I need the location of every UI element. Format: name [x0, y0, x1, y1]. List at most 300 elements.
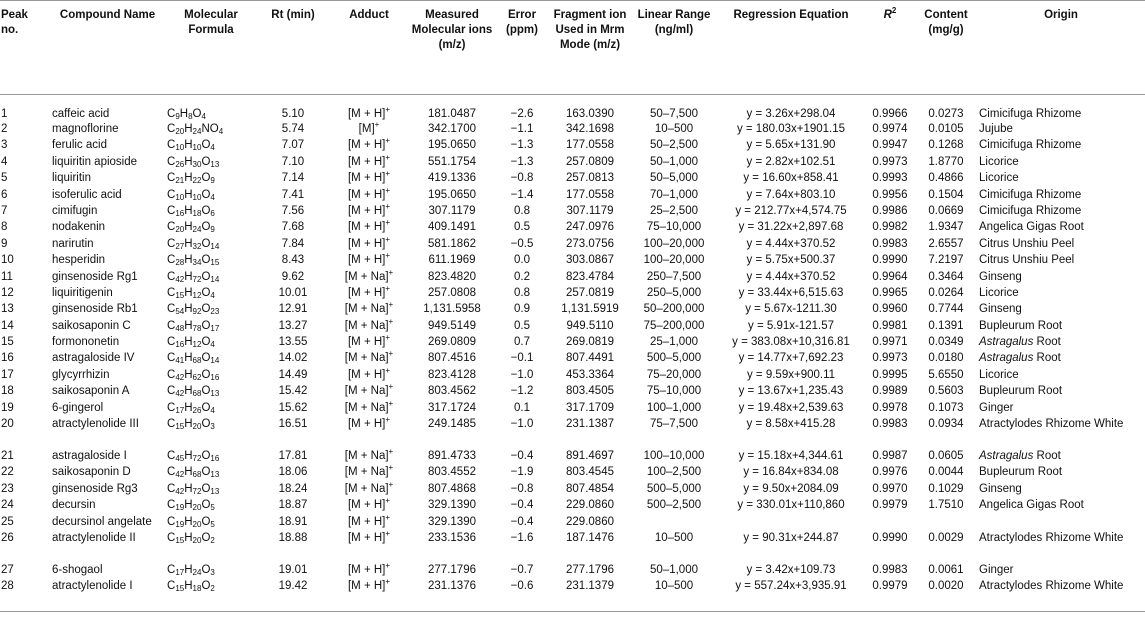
- cell-measured-ion: 181.0487: [428, 108, 476, 120]
- table-row: [0, 465, 1145, 481]
- cell-measured-ion: 891.4733: [428, 450, 476, 463]
- cell-r2: 0.9964: [872, 270, 908, 283]
- cell-formula: $C_{17}H_{26}O_4$: [167, 401, 215, 415]
- cell-compound-name: ginsenoside Rb1: [52, 303, 138, 316]
- cell-formula: $C_{16}H_{12}O_4$: [167, 336, 215, 350]
- header-adduct: Adduct: [349, 9, 389, 21]
- cell-measured-ion: 1,131.5958: [423, 303, 481, 316]
- cell-fragment-ion: 231.1387: [566, 418, 614, 431]
- cell-peak-no: 27: [1, 563, 14, 576]
- cell-adduct: [M + H]+: [347, 136, 391, 152]
- cell-linear-range: 100–2,500: [646, 466, 702, 479]
- cell-rt: 5.10: [281, 108, 305, 120]
- cell-content: 0.1504: [928, 188, 964, 201]
- cell-measured-ion: 807.4516: [428, 352, 476, 365]
- cell-fragment-ion: 257.0819: [566, 286, 614, 299]
- cell-regression-equation: y = 5.91x-121.57: [748, 319, 834, 332]
- cell-peak-no: 15: [1, 336, 14, 349]
- cell-content: 0.0029: [928, 531, 964, 544]
- cell-measured-ion: 195.0650: [428, 139, 476, 152]
- cell-rt: 10.01: [278, 286, 308, 299]
- cell-adduct: [M + Na]+: [344, 479, 394, 495]
- cell-origin: Ginger: [979, 401, 1014, 414]
- cell-regression-equation: y = 557.24x+3,935.91: [735, 580, 847, 593]
- cell-measured-ion: 329.1390: [428, 515, 476, 528]
- cell-peak-no: 21: [1, 450, 14, 463]
- cell-fragment-ion: 273.0756: [566, 237, 614, 250]
- cell-adduct: [M + H]+: [347, 496, 391, 512]
- origin-genus: Astragalus: [979, 336, 1034, 349]
- cell-formula: $C_{48}H_{78}O_{17}$: [167, 319, 220, 333]
- cell-measured-ion: 807.4868: [428, 482, 476, 495]
- cell-error: −0.8: [510, 482, 534, 495]
- cell-rt: 15.62: [278, 401, 308, 414]
- cell-content: 0.4866: [928, 172, 964, 185]
- cell-origin: Atractylodes Rhizome White: [979, 418, 1124, 431]
- cell-origin: Ginseng: [979, 482, 1022, 495]
- cell-r2: 0.9995: [872, 368, 908, 381]
- cell-adduct: [M + H]+: [347, 333, 391, 349]
- cell-measured-ion: 317.1724: [428, 401, 476, 414]
- header-rt: Rt (min): [271, 9, 315, 21]
- cell-formula: $C_{42}H_{68}O_{13}$: [167, 466, 220, 480]
- table-row: [0, 302, 1145, 318]
- cell-measured-ion: 269.0809: [428, 336, 476, 349]
- cell-formula: $C_{20}H_{24}NO_4$: [167, 123, 224, 136]
- cell-fragment-ion: 163.0390: [566, 108, 614, 120]
- cell-compound-name: atractylenolide III: [52, 418, 139, 431]
- cell-origin: [977, 449, 1145, 465]
- cell-measured-ion: 249.1485: [428, 418, 476, 431]
- cell-fragment-ion: 342.1698: [566, 123, 614, 135]
- cell-formula: $C_{15}H_{20}O_3$: [167, 418, 215, 432]
- cell-origin: Licorice: [979, 155, 1019, 168]
- cell-error: 0.8: [514, 204, 530, 217]
- cell-formula: $C_{15}H_{20}O_2$: [167, 531, 215, 545]
- cell-linear-range: 50–2,500: [650, 139, 698, 152]
- cell-formula: $C_{42}H_{72}O_{13}$: [167, 482, 220, 496]
- cell-content: 0.0105: [928, 123, 964, 135]
- cell-linear-range: 100–20,000: [643, 254, 705, 267]
- cell-adduct: [M + Na]+: [344, 267, 394, 283]
- table-row: [0, 515, 1145, 531]
- header-fragment-ion: Fragment ion Used in Mrm Mode (m/z): [553, 9, 627, 51]
- table-row: [0, 401, 1145, 417]
- cell-content: 0.1029: [928, 482, 964, 495]
- cell-fragment-ion: 823.4784: [566, 270, 614, 283]
- cell-adduct: [M + H]+: [347, 251, 391, 267]
- cell-error: −0.4: [510, 450, 534, 463]
- cell-error: −2.6: [510, 108, 534, 120]
- cell-r2: 0.9974: [872, 123, 908, 135]
- cell-linear-range: 50–1,000: [650, 563, 698, 576]
- header-r2: $R^2$: [883, 6, 897, 21]
- cell-fragment-ion: 453.3364: [566, 368, 614, 381]
- cell-r2: 0.9983: [872, 563, 908, 576]
- cell-rt: 18.91: [278, 515, 308, 528]
- cell-regression-equation: y = 3.42x+109.73: [746, 563, 836, 576]
- header-peak: Peak no.: [1, 9, 28, 36]
- cell-regression-equation: y = 383.08x+10,316.81: [732, 336, 850, 349]
- cell-regression-equation: y = 31.22x+2,897.68: [738, 221, 844, 234]
- cell-rt: 18.06: [278, 466, 308, 479]
- cell-content: 1.8770: [928, 155, 964, 168]
- header-measured-ions: Measured Molecular ions (m/z): [411, 9, 493, 51]
- cell-error: −0.7: [510, 563, 534, 576]
- cell-linear-range: 10–500: [654, 123, 694, 135]
- cell-error: −0.8: [510, 172, 534, 185]
- table-row: [0, 531, 1145, 563]
- cell-formula: $C_{17}H_{24}O_3$: [167, 563, 215, 577]
- cell-peak-no: 13: [1, 303, 14, 316]
- cell-fragment-ion: 257.0813: [566, 172, 614, 185]
- cell-rt: 7.41: [281, 188, 305, 201]
- cell-peak-no: 3: [1, 139, 8, 152]
- cell-r2: 0.9973: [872, 352, 908, 365]
- cell-origin: Angelica Gigas Root: [979, 499, 1084, 512]
- cell-linear-range: 75–20,000: [646, 368, 702, 381]
- cell-content: 0.0934: [928, 418, 964, 431]
- cell-error: −1.9: [510, 466, 534, 479]
- cell-content: 0.0669: [928, 204, 964, 217]
- cell-r2: 0.9976: [872, 466, 908, 479]
- header-compound-name: Compound Name: [59, 9, 156, 21]
- cell-compound-name: astragaloside IV: [52, 352, 135, 365]
- cell-adduct: [M + Na]+: [344, 349, 394, 365]
- cell-r2: 0.9966: [872, 108, 908, 120]
- cell-error: 0.1: [514, 401, 530, 414]
- cell-rt: 13.55: [278, 336, 308, 349]
- header-content: Content (mg/g): [924, 9, 968, 36]
- cell-measured-ion: 803.4562: [428, 385, 476, 398]
- cell-compound-name: glycyrrhizin: [52, 368, 110, 381]
- table-row: [0, 563, 1145, 579]
- cell-formula: $C_{15}H_{18}O_2$: [167, 580, 215, 594]
- cell-origin: Citrus Unshiu Peel: [979, 254, 1075, 267]
- cell-content: 0.5603: [928, 385, 964, 398]
- cell-rt: 18.88: [278, 531, 308, 544]
- cell-measured-ion: 329.1390: [428, 499, 476, 512]
- header-origin: Origin: [1044, 9, 1078, 21]
- cell-regression-equation: y = 33.44x+6,515.63: [738, 286, 844, 299]
- table-row: [0, 319, 1145, 335]
- cell-formula: $C_{26}H_{30}O_{13}$: [167, 155, 220, 169]
- cell-formula: $C_{10}H_{10}O_4$: [167, 139, 215, 153]
- cell-regression-equation: y = 16.84x+834.08: [743, 466, 839, 479]
- cell-peak-no: 10: [1, 254, 14, 267]
- cell-compound-name: ginsenoside Rg3: [52, 482, 138, 495]
- cell-content: 0.0061: [928, 563, 964, 576]
- cell-error: −1.6: [510, 531, 534, 544]
- header-molecular-formula: Molecular Formula: [184, 9, 238, 36]
- table-row: [0, 351, 1145, 367]
- cell-regression-equation: y = 330.01x+110,860: [737, 499, 845, 512]
- cell-r2: 0.9970: [872, 482, 908, 495]
- cell-adduct: [M + Na]+: [344, 447, 394, 463]
- cell-content: 0.1268: [928, 139, 964, 152]
- cell-content: 0.0273: [928, 108, 964, 120]
- cell-compound-name: formononetin: [52, 336, 120, 349]
- cell-rt: 14.02: [278, 352, 308, 365]
- cell-rt: 19.01: [278, 563, 308, 576]
- cell-origin: Jujube: [979, 123, 1013, 135]
- cell-content: 0.0349: [928, 336, 964, 349]
- cell-fragment-ion: 891.4697: [566, 450, 614, 463]
- cell-error: −0.1: [510, 352, 534, 365]
- table-row: [0, 95, 1145, 123]
- cell-fragment-ion: 231.1379: [566, 580, 614, 593]
- cell-regression-equation: y = 8.58x+415.28: [746, 418, 836, 431]
- cell-fragment-ion: 949.5110: [566, 319, 614, 332]
- table-row: [0, 384, 1145, 400]
- cell-adduct: [M + H]+: [347, 283, 391, 299]
- cell-adduct: [M + H]+: [347, 512, 391, 528]
- origin-rest: Root: [1033, 336, 1061, 349]
- cell-formula: $C_{42}H_{62}O_{16}$: [167, 368, 220, 382]
- cell-measured-ion: 307.1179: [428, 204, 476, 217]
- cell-formula: $C_{42}H_{72}O_{14}$: [167, 270, 220, 284]
- cell-error: −0.4: [510, 515, 534, 528]
- cell-adduct: [M + H]+: [347, 415, 391, 431]
- cell-r2: 0.9979: [872, 580, 908, 593]
- cell-measured-ion: 803.4552: [428, 466, 476, 479]
- cell-measured-ion: 551.1754: [428, 155, 476, 168]
- cell-peak-no: 2: [1, 123, 8, 135]
- cell-linear-range: 10–500: [654, 531, 694, 544]
- cell-r2: 0.9973: [872, 155, 908, 168]
- cell-linear-range: 100–1,000: [646, 401, 702, 414]
- cell-linear-range: 75–200,000: [643, 319, 705, 332]
- cell-origin: Cimicifuga Rhizome: [979, 139, 1082, 152]
- cell-compound-name: nodakenin: [52, 221, 106, 234]
- origin-genus: Astragalus: [979, 352, 1034, 365]
- cell-error: −0.4: [510, 499, 534, 512]
- cell-peak-no: 8: [1, 221, 8, 234]
- cell-content: 0.0044: [928, 466, 964, 479]
- cell-formula: $C_{19}H_{20}O_5$: [167, 515, 215, 529]
- cell-peak-no: 20: [1, 418, 14, 431]
- cell-origin: Ginseng: [979, 270, 1022, 283]
- cell-adduct: [M + Na]+: [344, 398, 394, 414]
- cell-fragment-ion: 317.1709: [566, 401, 614, 414]
- cell-rt: 19.42: [278, 580, 308, 593]
- cell-error: −0.5: [510, 237, 534, 250]
- cell-r2: 0.9990: [872, 254, 908, 267]
- cell-r2: 0.9986: [872, 204, 908, 217]
- cell-peak-no: 16: [1, 352, 14, 365]
- table-row: [0, 270, 1145, 286]
- cell-adduct: [M + H]+: [347, 528, 391, 544]
- cell-formula: $C_{28}H_{34}O_{15}$: [167, 254, 220, 268]
- cell-r2: 0.9978: [872, 401, 908, 414]
- cell-regression-equation: y = 5.75x+500.37: [746, 254, 836, 267]
- cell-measured-ion: 949.5149: [428, 319, 476, 332]
- cell-compound-name: saikosaponin C: [52, 319, 131, 332]
- cell-origin: Bupleurum Root: [979, 466, 1063, 479]
- cell-content: 0.0605: [928, 450, 964, 463]
- cell-compound-name: isoferulic acid: [52, 188, 122, 201]
- cell-origin: Ginger: [979, 563, 1014, 576]
- cell-linear-range: 100–20,000: [643, 237, 705, 250]
- cell-formula: $C_9H_8O_4$: [167, 108, 206, 121]
- cell-measured-ion: 823.4128: [428, 368, 476, 381]
- cell-linear-range: 500–2,500: [646, 499, 702, 512]
- cell-fragment-ion: 247.0976: [566, 221, 614, 234]
- cell-fragment-ion: 229.0860: [566, 499, 614, 512]
- cell-error: −1.2: [510, 385, 534, 398]
- cell-measured-ion: 257.0808: [428, 286, 476, 299]
- cell-regression-equation: y = 9.50x+2084.09: [743, 482, 839, 495]
- table-row: [0, 188, 1145, 204]
- cell-compound-name: ferulic acid: [52, 139, 107, 152]
- cell-peak-no: 24: [1, 499, 14, 512]
- cell-regression-equation: y = 90.31x+244.87: [743, 531, 839, 544]
- cell-linear-range: 50–1,000: [650, 155, 698, 168]
- cell-rt: 7.10: [281, 155, 305, 168]
- cell-error: −1.1: [510, 123, 534, 135]
- cell-compound-name: astragaloside I: [52, 450, 127, 463]
- cell-measured-ion: 277.1796: [428, 563, 476, 576]
- cell-r2: 0.9947: [872, 139, 908, 152]
- cell-measured-ion: 823.4820: [428, 270, 476, 283]
- cell-peak-no: 9: [1, 237, 8, 250]
- cell-origin: Licorice: [979, 368, 1019, 381]
- table-row: [0, 498, 1145, 514]
- table-row: [0, 253, 1145, 269]
- cell-formula: $C_{16}H_{18}O_6$: [167, 204, 215, 218]
- cell-adduct: [M + H]+: [347, 201, 391, 217]
- cell-measured-ion: 342.1700: [428, 123, 476, 135]
- table-row: [0, 579, 1145, 611]
- cell-origin: Atractylodes Rhizome White: [979, 580, 1124, 593]
- cell-adduct: [M + H]+: [347, 365, 391, 381]
- cell-adduct: [M + Na]+: [344, 382, 394, 398]
- table-row: [0, 237, 1145, 253]
- cell-r2: 0.9982: [872, 221, 908, 234]
- cell-measured-ion: 419.1336: [428, 172, 476, 185]
- cell-rt: 7.84: [281, 237, 305, 250]
- cell-fragment-ion: 803.4505: [566, 385, 614, 398]
- cell-error: −1.0: [510, 368, 534, 381]
- cell-adduct: [M + Na]+: [344, 463, 394, 479]
- cell-peak-no: 19: [1, 401, 14, 414]
- cell-peak-no: 5: [1, 172, 8, 185]
- cell-peak-no: 28: [1, 580, 14, 593]
- cell-content: 0.7744: [928, 303, 964, 316]
- cell-compound-name: cimifugin: [52, 204, 98, 217]
- cell-compound-name: magnoflorine: [52, 123, 119, 135]
- cell-r2: 0.9956: [872, 188, 908, 201]
- cell-regression-equation: y = 2.82x+102.51: [746, 155, 836, 168]
- cell-error: −1.4: [510, 188, 534, 201]
- table-row: [0, 417, 1145, 449]
- cell-adduct: [M + H]+: [347, 105, 391, 120]
- cell-linear-range: 50–200,000: [643, 303, 705, 316]
- cell-r2: [865, 515, 915, 531]
- cell-linear-range: 75–10,000: [646, 385, 702, 398]
- cell-linear-range: 10–500: [654, 580, 694, 593]
- table-row: [0, 155, 1145, 171]
- cell-linear-range: 500–5,000: [646, 352, 702, 365]
- table-row: [0, 482, 1145, 498]
- cell-linear-range: 25–1,000: [650, 336, 698, 349]
- table-header-row: [0, 1, 1145, 95]
- cell-r2: 0.9979: [872, 499, 908, 512]
- cell-peak-no: 23: [1, 482, 14, 495]
- cell-content: 1.7510: [928, 499, 964, 512]
- cell-r2: 0.9981: [872, 319, 908, 332]
- cell-peak-no: 11: [1, 270, 13, 283]
- cell-origin: [977, 515, 1145, 531]
- cell-regression-equation: y = 180.03x+1901.15: [736, 123, 846, 135]
- cell-linear-range: 50–7,500: [650, 108, 698, 120]
- cell-formula: $C_{21}H_{22}O_9$: [167, 172, 215, 186]
- cell-r2: 0.9971: [872, 336, 908, 349]
- cell-adduct: [M + H]+: [347, 152, 391, 168]
- cell-adduct: [M + H]+: [347, 218, 391, 234]
- cell-regression-equation: y = 4.44x+370.52: [746, 270, 836, 283]
- cell-error: −1.0: [510, 418, 534, 431]
- table-body: [0, 95, 1145, 612]
- cell-compound-name: liquiritin apioside: [52, 155, 138, 168]
- cell-fragment-ion: 277.1796: [566, 563, 614, 576]
- cell-origin: [977, 351, 1145, 367]
- cell-r2: 0.9989: [872, 385, 908, 398]
- cell-origin: [977, 335, 1145, 351]
- cell-regression-equation: y = 9.59x+900.11: [746, 368, 836, 381]
- cell-measured-ion: 195.0650: [428, 188, 476, 201]
- cell-regression-equation: y = 3.26x+298.04: [746, 108, 836, 120]
- cell-origin: Atractylodes Rhizome White: [979, 531, 1124, 544]
- cell-rt: 7.14: [281, 172, 305, 185]
- cell-rt: 16.51: [278, 418, 308, 431]
- cell-content: 0.0264: [928, 286, 964, 299]
- cell-origin: Bupleurum Root: [979, 319, 1063, 332]
- cell-content: 0.1073: [928, 401, 964, 414]
- cell-formula: $C_{42}H_{68}O_{13}$: [167, 385, 220, 399]
- cell-origin: Licorice: [979, 286, 1019, 299]
- cell-compound-name: decursin: [52, 499, 96, 512]
- cell-fragment-ion: 807.4854: [566, 482, 614, 495]
- table-row: [0, 171, 1145, 187]
- cell-rt: 15.42: [278, 385, 308, 398]
- cell-content: 7.2197: [928, 254, 964, 267]
- cell-adduct: [M + H]+: [347, 185, 391, 201]
- cell-rt: 5.74: [281, 123, 305, 135]
- cell-linear-range: 100–10,000: [643, 450, 705, 463]
- cell-rt: 7.07: [281, 139, 305, 152]
- cell-fragment-ion: 177.0558: [566, 188, 614, 201]
- cell-linear-range: 75–10,000: [646, 221, 702, 234]
- cell-peak-no: 1: [1, 108, 8, 120]
- cell-rt: 18.87: [278, 499, 308, 512]
- cell-error: 0.2: [514, 270, 530, 283]
- cell-peak-no: 7: [1, 204, 8, 217]
- cell-compound-name: caffeic acid: [52, 108, 110, 120]
- cell-regression-equation: y = 16.60x+858.41: [743, 172, 839, 185]
- origin-genus: Astragalus: [979, 450, 1034, 463]
- cell-peak-no: 17: [1, 368, 14, 381]
- cell-r2: 0.9983: [872, 237, 908, 250]
- cell-fragment-ion: 229.0860: [566, 515, 614, 528]
- table-row: [0, 368, 1145, 384]
- cell-peak-no: 25: [1, 515, 14, 528]
- cell-measured-ion: 233.1536: [428, 531, 476, 544]
- cell-error: 0.9: [514, 303, 530, 316]
- cell-origin: Angelica Gigas Root: [979, 221, 1084, 234]
- cell-linear-range: 250–5,000: [646, 286, 702, 299]
- cell-origin: Cimicifuga Rhizome: [979, 108, 1082, 120]
